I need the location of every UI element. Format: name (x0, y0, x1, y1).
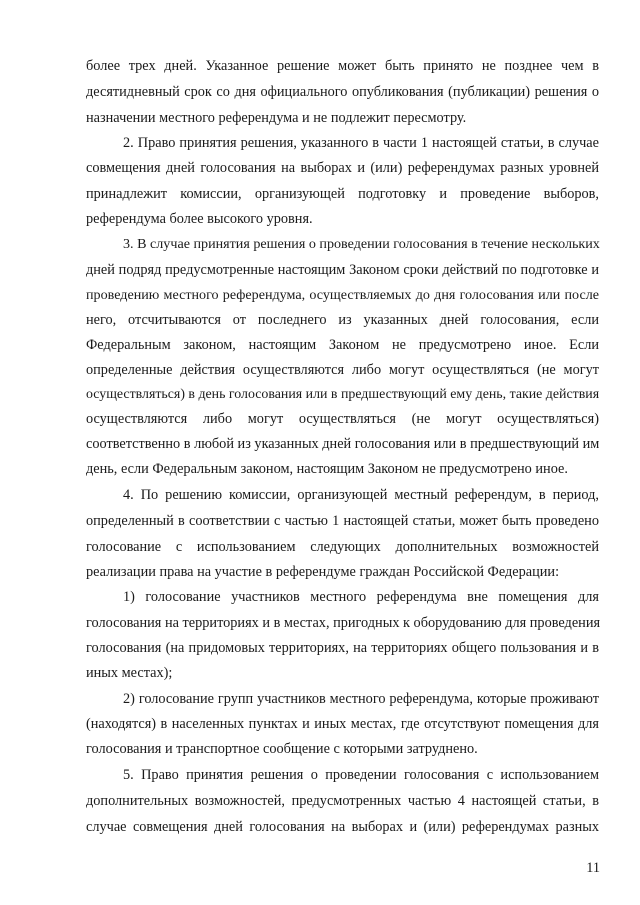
text-line: определенные действия осуществляются либо могут осуществляться (не могут (86, 362, 599, 378)
text-line: определенный в соответствии с частью 1 настоящей статьи, может быть проведено (86, 513, 599, 529)
text-line: назначении местного референдума и не подлежит пересмотру. (86, 110, 467, 126)
text-line: (находятся) в населенных пунктах и иных местах, где отсутствуют помещения для (86, 716, 599, 732)
text-line: реализации права на участие в референдуме граждан Российской Федерации: (86, 564, 560, 580)
text-line: дней подряд предусмотренные настоящим Законом сроки действий по подготовке и (86, 262, 599, 278)
text-line: более трех дней. Указанное решение может быть принято не позднее чем в (86, 58, 599, 74)
text-line: соответственно в любой из указанных дней голосования или в предшествующий им (86, 436, 600, 452)
text-line: 1) голосование участников местного референдума вне помещения для (123, 589, 599, 605)
text-line: 3. В случае принятия решения о проведении голосования в течение нескольких (123, 236, 600, 252)
text-line: него, отсчитываются от последнего из указанных дней голосования, если (86, 312, 599, 328)
text-line: 2) голосование групп участников местного референдума, которые проживают (123, 691, 599, 707)
text-line: 5. Право принятия решения о проведении голосования с использованием (123, 767, 599, 783)
text-line: голосование с использованием следующих дополнительных возможностей (86, 539, 599, 555)
text-line: совмещения дней голосования на выборах и (или) референдумах разных уровней (86, 160, 599, 176)
text-line: день, если Федеральным законом, настоящим Законом не предусмотрено иное. (86, 461, 568, 477)
text-line: десятидневный срок со дня официального опубликования (публикации) решения о (86, 84, 599, 100)
text-line: иных местах); (86, 665, 173, 681)
text-line: осуществляться) в день голосования или в предшествующий ему день, такие действия (86, 387, 600, 402)
page-number: 11 (586, 860, 600, 876)
text-line: осуществляются либо могут осуществляться (не могут осуществляться) (86, 411, 599, 427)
text-line: 2. Право принятия решения, указанного в части 1 настоящей статьи, в случае (123, 135, 599, 151)
text-line: принадлежит комиссии, организующей подготовку и проведение выборов, (86, 186, 599, 202)
text-line: 4. По решению комиссии, организующей местный референдум, в период, (123, 487, 599, 503)
text-line: референдума более высокого уровня. (86, 211, 313, 227)
text-line: голосования на территориях и в местах, пригодных к оборудованию для проведения (86, 615, 601, 631)
text-line: дополнительных возможностей, предусмотренных частью 4 настоящей статьи, в (86, 793, 599, 809)
text-line: проведению местного референдума, осуществляемых до дня голосования или после (86, 287, 599, 303)
text-line: случае совмещения дней голосования на выборах и (или) референдумах разных (86, 819, 599, 835)
text-line: голосования и транспортное сообщение с которыми затруднено. (86, 741, 478, 757)
text-line: голосования (на придомовых территориях, на территориях общего пользования и в (86, 640, 599, 656)
text-line: Федеральным законом, настоящим Законом не предусмотрено иное. Если (86, 337, 599, 353)
